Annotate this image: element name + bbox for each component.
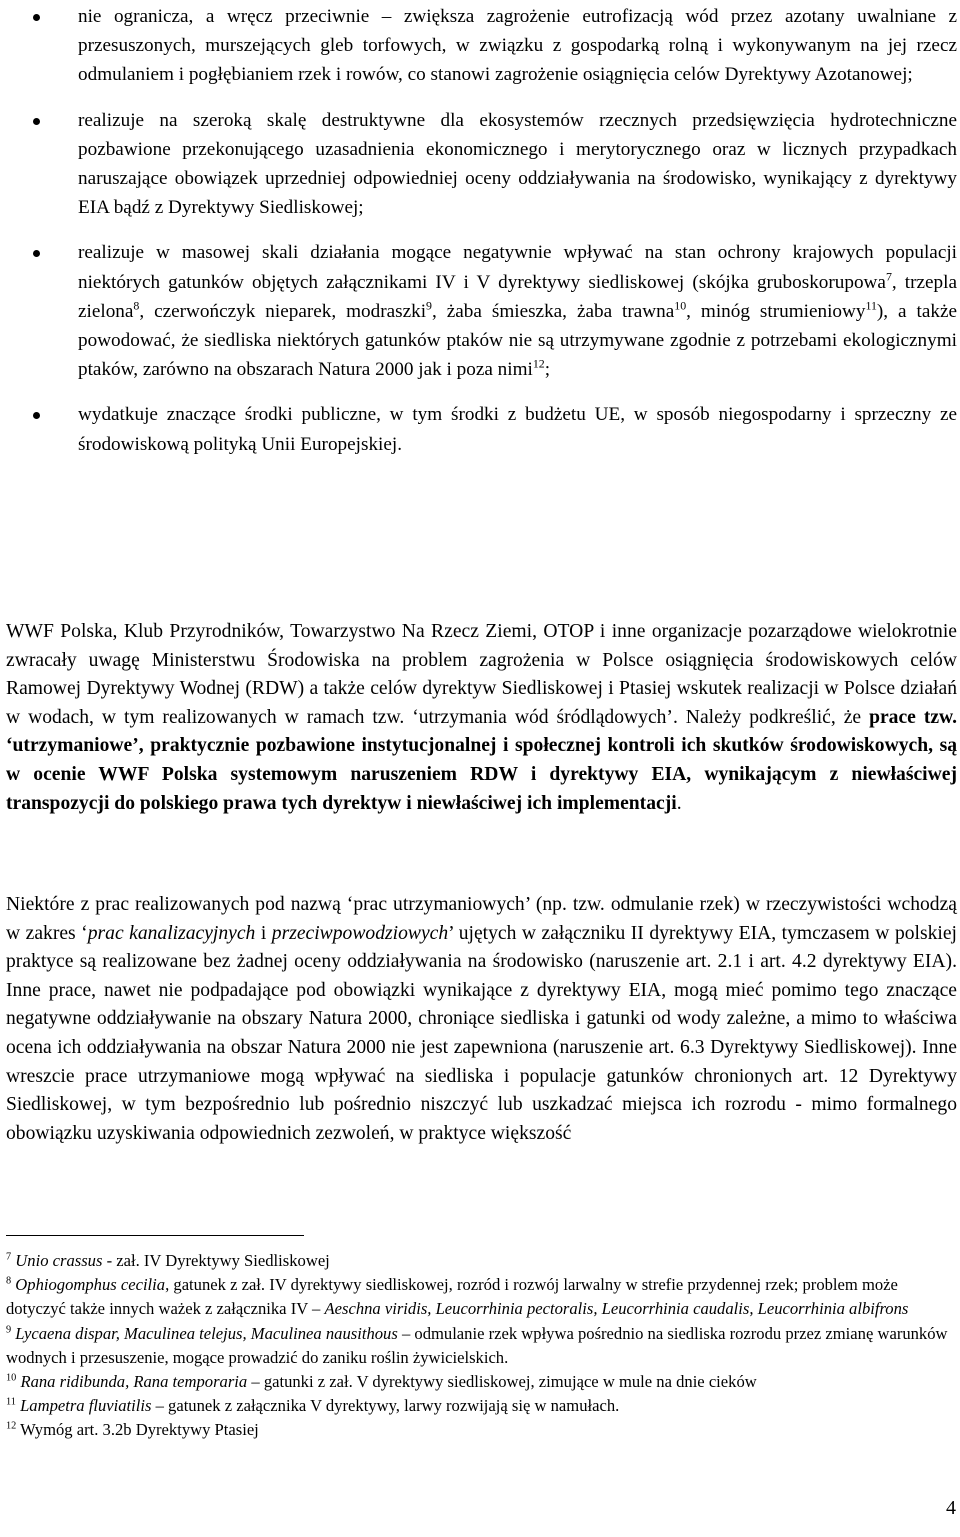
bullet-text: ), a także powodować, że siedliska niektórych gatunków ptaków nie są utrzymywane zgodnie z potrzebami ekologicznymi ptaków, zarówno na obszarach Natura 2000 jak i poza nimi [78, 300, 958, 381]
bullet-item [0, 2, 957, 90]
paragraph-text: i [255, 922, 272, 944]
bullet-list [0, 2, 957, 475]
footnote-text: - zał. IV Dyrektywy Siedliskowej [102, 1251, 330, 1270]
footnote-number: 12 [6, 1420, 17, 1432]
footnote-species: Rana ridibunda, Rana temporaria [20, 1372, 248, 1392]
bullet-text: realizuje na szeroką skalę destruktywne dla ekosystemów rzecznych przedsięwzięcia hydrotechniczne pozbawione przekonującego uzasadnienia ekonomicznego i merytorycznego oraz w licznych przypadkach naruszające obowiązek uprzedniej odpowiedniej oceny oddziaływania na środowisko, wynikający z dyrektywy EIA bądź z Dyrektywy Siedliskowej; [78, 109, 957, 219]
footnote [6, 1394, 957, 1418]
bullet-text: nie ogranicza, a wręcz przeciwnie – zwiększa zagrożenie eutrofizacją wód przez azotany uwalniane z przesuszonych, murszejących gleb torfowych, w związku z gospodarką rolną i wykonywanym na jej rzecz odmulaniem i pogłębianiem rzek i rowów, co stanowi zagrożenie osiągnięcia celów Dyrektywy Azotanowej; [78, 6, 957, 86]
footnote-number: 7 [6, 1251, 12, 1263]
footnote-text: – gatunek z załącznika V dyrektywy, larwy rozwijają się w namułach. [151, 1396, 620, 1416]
footnote-ref[interactable]: 7 [885, 269, 892, 284]
footnote [6, 1322, 957, 1370]
footnote-ref[interactable]: 10 [674, 298, 687, 313]
footnote-ref[interactable]: 12 [532, 356, 545, 371]
paragraph-italic-text: przeciwpowodziowych [271, 922, 449, 944]
paragraph-text: WWF Polska, Klub Przyrodników, Towarzystwo Na Rzecz Ziemi, OTOP i inne organizacje pozarządowe wielokrotnie zwracały uwagę Ministerstwu Środowiska na problem zagrożenia w Polsce osiągnięcia środowiskowych celów Ramowej Dyrektywy Wodnej (RDW) a także celów dyrektyw Siedliskowej i Ptasiej wskutek realizacji w Polsce działań w wodach, w tym realizowanych w ramach tzw. ‘utrzymania wód śródlądowych’. Należy podkreślić, że [6, 621, 957, 728]
footnote [6, 1418, 957, 1442]
footnote-ref[interactable]: 8 [133, 298, 140, 313]
bullet-icon [33, 14, 40, 21]
footnote-species: Unio crassus [15, 1251, 103, 1270]
footnote-number: 10 [6, 1372, 17, 1384]
bullet-icon [33, 118, 40, 125]
paragraph-maintenance-works [6, 891, 957, 1148]
bullet-text: wydatkuje znaczące środki publiczne, w tym środki z budżetu UE, w sposób niegospodarny i sprzeczny ze środowiskową polityką Unii Europejskiej. [78, 404, 957, 455]
paragraph-text-end: . [676, 792, 682, 814]
bullet-text: realizuje w masowej skali działania mogące negatywnie wpływać na stan ochrony krajowych populacji niektórych gatunków objętych załącznikami IV i V dyrektywy siedliskowej (skójka gruboskorupowa [78, 242, 957, 293]
footnote-number: 11 [6, 1396, 16, 1408]
footnote-species: Lampetra fluviatilis [20, 1396, 152, 1416]
footnote [6, 1249, 957, 1273]
bullet-icon [33, 250, 40, 257]
bullet-item [0, 106, 957, 223]
bullet-text: , czerwończyk nieparek, modraszki [139, 300, 427, 322]
paragraph-text: ’ ujętych w załączniku II dyrektywy EIA, tymczasem w polskiej praktyce są realizowane bez żadnej oceny oddziaływania na środowisko (naruszenie art. 2.1 i art. 4.2 dyrektywy EIA). Inne prace, nawet nie podpadające pod obowiązki wynikające z dyrektywy EIA, mogą mieć pomimo tego znaczące negatywne oddziaływanie na obszary Natura 2000, chroniące siedliska i gatunki od wody zależne, a mimo to właściwa ocena ich oddziaływania na obszar Natura 2000 nie jest zapewniona (naruszenie art. 6.3 Dyrektywy Siedliskowej). Inne wreszcie prace utrzymaniowe mogą wpływać na siedliska i populacje gatunków chronionych art. 12 Dyrektywy Siedliskowej, w tym bezpośrednio lub pośrednio niszczyć lub uszkadzać miejsca ich rozrodu - mimo formalnego obowiązku uzyskiwania odpowiednich zezwoleń, w praktyce większość [6, 922, 957, 1144]
footnote-text: , gatunek z zał. IV dyrektywy siedliskowej, rozród i rozwój larwalny w strefie przydennej rzek; problem może dotyczyć także innych ważek z załącznika IV – [6, 1275, 898, 1319]
footnote-ref[interactable]: 11 [865, 298, 877, 313]
footnote-species: Ophiogomphus cecilia [15, 1275, 166, 1295]
footnote-species: Aeschna viridis, Leucorrhinia pectoralis, Leucorrhinia caudalis, Leucorrhinia albifrons [324, 1299, 909, 1319]
paragraph-bold-text: prace tzw. ‘utrzymaniowe’, praktycznie pozbawione instytucjonalnej i społecznej kontroli ich skutków środowiskowych, są w ocenie WWF Polska systemowym naruszeniem RDW i dyrektywy EIA, wynikającym z niewłaściwej transpozycji do polskiego prawa tych dyrektyw i niewłaściwej ich implementacji [6, 706, 958, 814]
footnote-text: Wymóg art. 3.2b Dyrektywy Ptasiej [20, 1420, 259, 1440]
bullet-text: , trzepla zielona [78, 271, 957, 322]
footnote-ref[interactable]: 9 [426, 298, 432, 313]
bullet-item [0, 400, 957, 458]
footnote [6, 1370, 957, 1394]
bullet-text: ; [544, 359, 551, 381]
paragraph-text: Niektóre z prac realizowanych pod nazwą ‘prac utrzymaniowych’ (np. tzw. odmulanie rzek) w rzeczywistości wchodzą w zakres ‘ [6, 894, 957, 944]
paragraph-italic-text: prac kanalizacyjnych [87, 922, 256, 944]
bullet-item [0, 238, 957, 384]
bullet-icon [33, 412, 40, 419]
footnote-separator [6, 1235, 304, 1236]
footnote-number: 9 [6, 1324, 12, 1336]
bullet-text: , żaba śmieszka, żaba trawna [431, 300, 675, 322]
footnote-species: Lycaena dispar, Maculinea telejus, Maculinea nausithous [15, 1323, 398, 1343]
footnotes [6, 1249, 957, 1443]
bullet-text: , minóg strumieniowy [686, 300, 866, 322]
footnote-number: 8 [6, 1275, 12, 1287]
paragraph-wwf [6, 618, 957, 818]
footnote-text: – gatunki z zał. V dyrektywy siedliskowej, zimujące w mule na dnie cieków [247, 1372, 757, 1392]
footnote [6, 1273, 957, 1321]
footnote-text: – odmulanie rzek wpływa pośrednio na siedliska rozrodu przez zmianę warunków wodnych i przesuszenie, mogące prowadzić do zaniku roślin żywicielskich. [6, 1323, 948, 1367]
page-number: 4 [946, 1497, 956, 1519]
